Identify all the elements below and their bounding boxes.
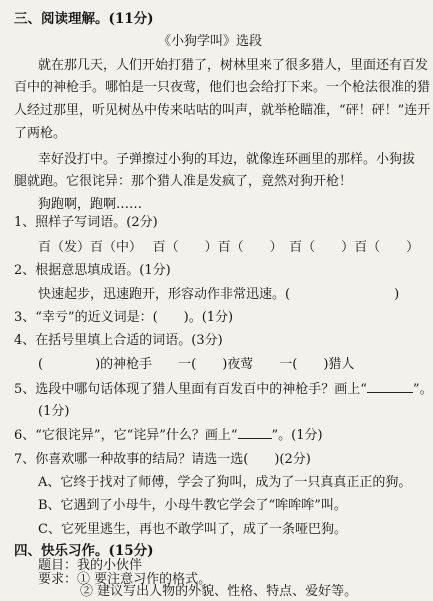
passage-title: 《小狗学叫》选段 (158, 34, 263, 49)
question-7: 7、你喜欢哪一种故事的结局？请选一选( )(2分) (14, 452, 311, 467)
requirement-item: ② 建议写出人物的外貌、性格、特点、爱好等。 (80, 584, 358, 599)
question-2: 2、根据意思填成语。(1分) (14, 263, 171, 278)
section4-heading: 四、快乐习作。(15分) (14, 543, 154, 559)
q1-answer-line: 百（发）百（中） 百（ ）百（ ） 百（ ）百（ ） (38, 240, 420, 255)
passage-line: 幸好没打中。子弹擦过小狗的耳边，就像连环画里的那样。小狗拔 (38, 152, 416, 167)
passage-line: 狗跑啊，跑啊…… (38, 197, 143, 212)
passage-line: 百中的神枪手。哪怕是一只夜莺，他们也会给打下来。一个枪法很准的猎 (14, 80, 431, 95)
question-6 (14, 426, 323, 445)
question-1: 1、照样子写词语。(2分) (14, 215, 158, 230)
question-5 (14, 380, 433, 399)
passage-line: 了两枪。 (14, 126, 67, 141)
q7-option: C、它死里逃生，再也不敢学叫了，成了一条哑巴狗。 (38, 522, 347, 537)
question-4: 4、在括号里填上合适的词语。(3分) (14, 333, 223, 348)
q7-option: A、它终于找对了师傅，学会了狗叫，成为了一只真真正正的狗。 (38, 475, 412, 490)
requirement-item: ① 要注意习作的格式。 (77, 572, 212, 587)
q7-option: B、它遇到了小母牛，小母牛教它学会了“哞哞哞”叫。 (38, 498, 347, 513)
q6-underline-blank (238, 426, 272, 439)
section3-heading: 三、阅读理解。(11分) (14, 11, 154, 27)
q6-text-end: ”。(1分) (271, 428, 323, 443)
q2-line: 快速起步，迅速跑开，形容动作非常迅速。( ) (38, 287, 400, 302)
essay-topic: 题目：我的小伙伴 (38, 558, 143, 573)
passage-line: 就在那几天，人们开始打猎了，树林里来了很多猎人，里面还有百发 (38, 58, 429, 73)
q6-text: 6、“它很诧异”，它“诧异”什么？画上“ (14, 428, 238, 443)
q5-underline-blank (367, 380, 413, 393)
q5-points: (1分) (38, 404, 70, 419)
question-3: 3、“幸亏”的近义词是：( )。(1分) (14, 310, 234, 325)
q5-text-end: ”。 (412, 382, 433, 397)
q4-line: ( )的神枪手 一( )夜莺 一( )猎人 (38, 357, 355, 372)
q5-text: 5、选段中哪句话体现了猎人里面有百发百中的神枪手？画上“ (14, 382, 367, 397)
requirements-label: 要求： (38, 572, 78, 587)
passage-line: 人经过那里，听见树丛中传来咕咕的叫声，就举枪瞄准，“砰！砰！”连开 (14, 103, 431, 118)
passage-line: 腿就跑。它很诧异：那个猎人准是发疯了，竟然对狗开枪！ (14, 174, 353, 189)
